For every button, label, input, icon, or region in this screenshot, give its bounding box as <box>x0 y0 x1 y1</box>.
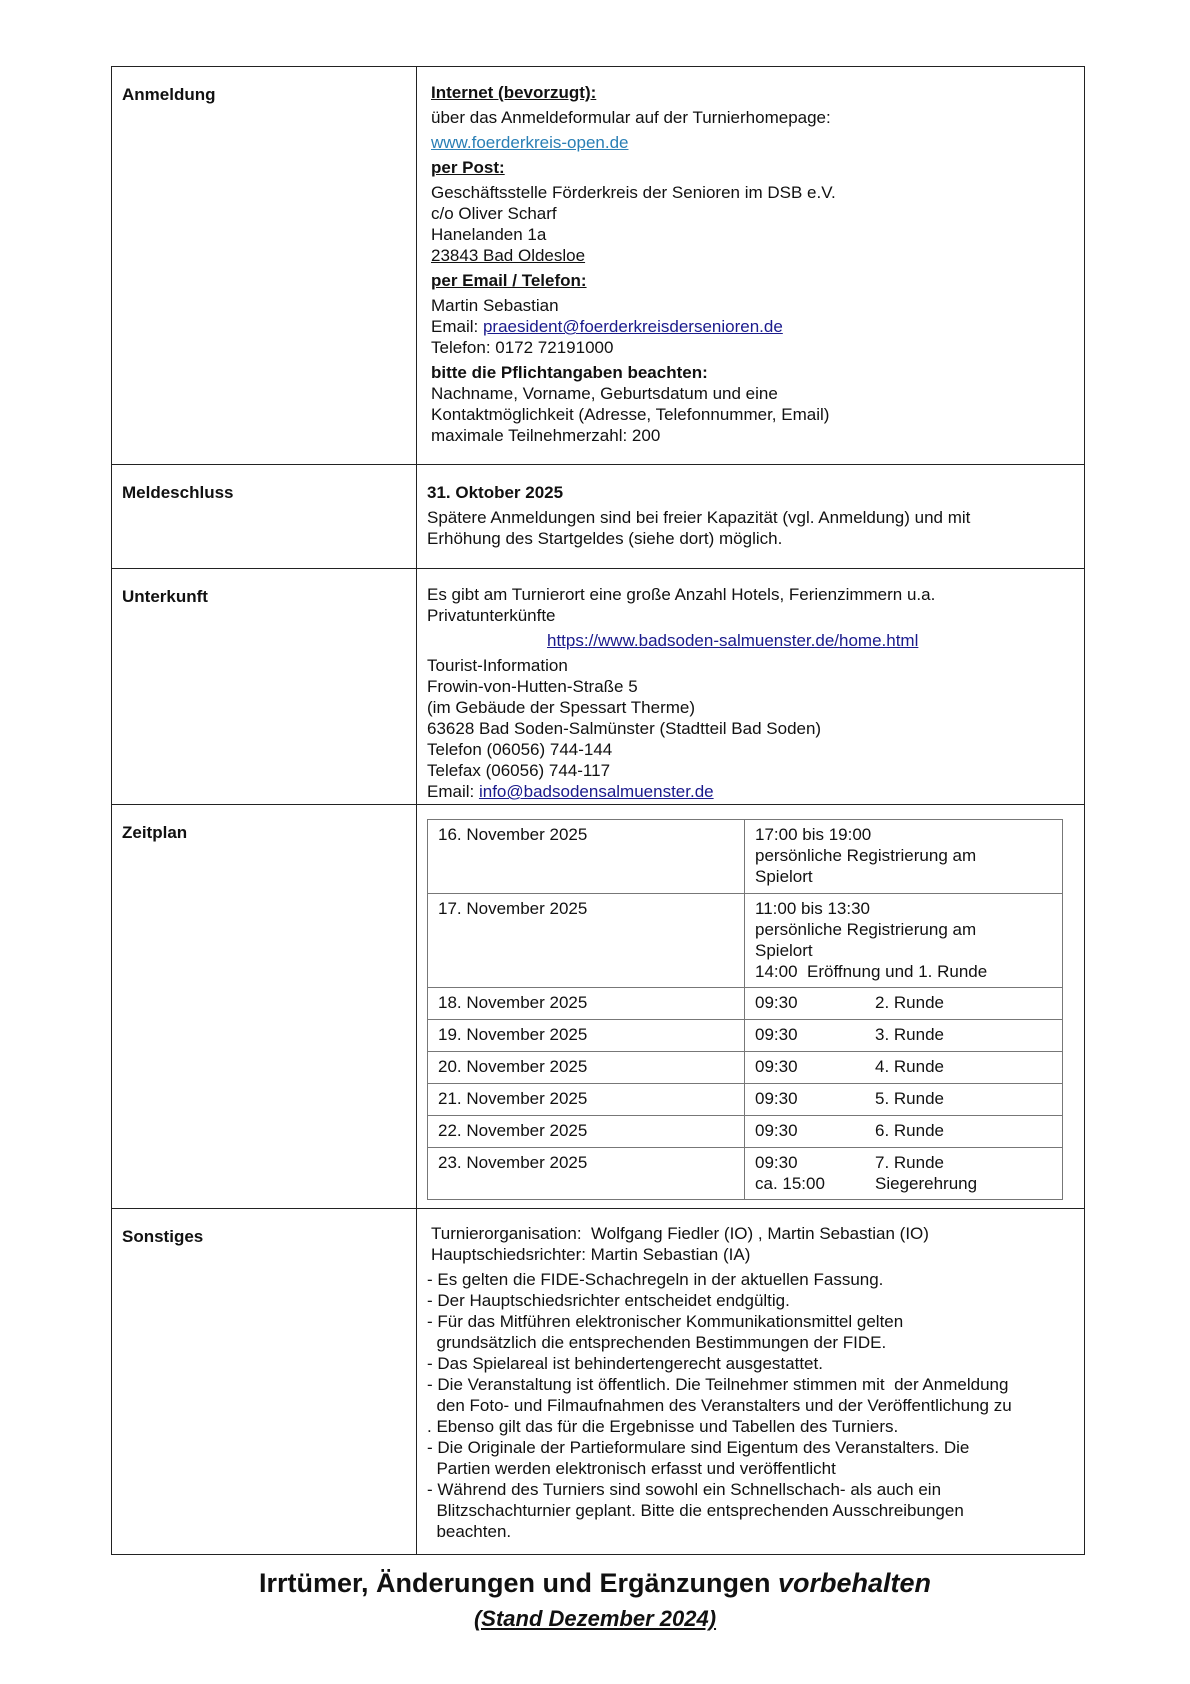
schedule-date: 22. November 2025 <box>428 1116 745 1148</box>
schedule-time: 09:30 <box>755 993 798 1012</box>
pflicht-line: Kontaktmöglichkeit (Adresse, Telefonnummer, Email) <box>431 405 830 424</box>
schedule-row <box>428 1148 1063 1200</box>
post-heading: per Post: <box>431 158 505 177</box>
row-zeitplan <box>112 805 1085 1209</box>
schedule-time: 09:30 <box>755 1057 798 1076</box>
schedule-row <box>428 894 1063 988</box>
row-unterkunft <box>112 569 1085 805</box>
schedule-details <box>745 894 1063 988</box>
address-line: Frowin-von-Hutten-Straße 5 <box>427 677 638 696</box>
unterkunft-line: Privatunterkünfte <box>427 606 556 625</box>
post-line: 23843 Bad Oldesloe <box>431 246 586 265</box>
meldeschluss-line: Spätere Anmeldungen sind bei freier Kapazität (vgl. Anmeldung) und mit <box>427 508 971 527</box>
schedule-line: persönliche Registrierung am <box>755 920 977 939</box>
schedule-date: 23. November 2025 <box>428 1148 745 1200</box>
label-sonstiges: Sonstiges <box>112 1209 417 1555</box>
internet-text: über das Anmeldeformular auf der Turnierhomepage: <box>431 108 831 127</box>
rule-line: Partien werden elektronisch erfasst und veröffentlicht <box>427 1459 836 1478</box>
schedule-line: persönliche Registrierung am <box>755 846 977 865</box>
contact-name: Martin Sebastian <box>431 296 559 315</box>
schedule-event: Siegerehrung <box>875 1174 978 1193</box>
schedule-line: 17:00 bis 19:00 <box>755 825 872 844</box>
label-anmeldung: Anmeldung <box>112 67 417 465</box>
footer-disclaimer-main: Irrtümer, Änderungen und Ergänzungen <box>258 1568 778 1598</box>
schedule-line: Spielort <box>755 867 813 886</box>
unterkunft-line: Es gibt am Turnierort eine große Anzahl Hotels, Ferienzimmern u.a. <box>427 585 936 604</box>
rule-line: den Foto- und Filmaufnahmen des Veranstalters und der Veröffentlichung zu <box>427 1396 1012 1415</box>
address-line: Tourist-Information <box>427 656 568 675</box>
pflicht-line: maximale Teilnehmerzahl: 200 <box>431 426 661 445</box>
rule-line: - Das Spielareal ist behindertengerecht ausgestattet. <box>427 1354 823 1373</box>
row-meldeschluss <box>112 465 1085 569</box>
label-meldeschluss: Meldeschluss <box>112 465 417 569</box>
email-link[interactable]: praesident@foerderkreisdersenioren.de <box>482 317 783 336</box>
rule-line: - Während des Turniers sind sowohl ein Schnellschach- als auch ein <box>427 1480 942 1499</box>
rule-line: - Es gelten die FIDE-Schachregeln in der aktuellen Fassung. <box>427 1270 884 1289</box>
schedule-line: Spielort <box>755 941 813 960</box>
value-sonstiges <box>417 1209 1085 1555</box>
tourism-email-link[interactable]: info@badsodensalmuenster.de <box>478 782 714 801</box>
value-meldeschluss <box>417 465 1085 569</box>
rule-line: . Ebenso gilt das für die Ergebnisse und Tabellen des Turniers. <box>427 1417 899 1436</box>
pflicht-heading: bitte die Pflichtangaben beachten: <box>431 363 708 382</box>
rule-line: - Für das Mitführen elektronischer Kommunikationsmittel gelten <box>427 1312 904 1331</box>
rule-line: - Der Hauptschiedsrichter entscheidet endgültig. <box>427 1291 790 1310</box>
schedule-row <box>428 1052 1063 1084</box>
schedule-row <box>428 988 1063 1020</box>
post-line: c/o Oliver Scharf <box>431 204 557 223</box>
schedule-line: 14:00 Eröffnung und 1. Runde <box>755 962 988 981</box>
schedule-details <box>745 1148 1063 1200</box>
schedule-details <box>745 820 1063 894</box>
schedule-line: 11:00 bis 13:30 <box>755 899 870 918</box>
schedule-date: 18. November 2025 <box>428 988 745 1020</box>
schedule-event: 4. Runde <box>875 1057 944 1076</box>
schedule-time: 09:30 <box>755 1121 798 1140</box>
schedule-event: 7. Runde <box>875 1153 944 1172</box>
schedule-event: 5. Runde <box>875 1089 944 1108</box>
schedule-table <box>427 819 1063 1200</box>
address-line: Telefon (06056) 744-144 <box>427 740 613 759</box>
schedule-details <box>745 1052 1063 1084</box>
footer-disclaimer-italic: vorbehalten <box>777 1568 932 1598</box>
pflicht-line: Nachname, Vorname, Geburtsdatum und eine <box>431 384 778 403</box>
schedule-row <box>428 1116 1063 1148</box>
telefon: Telefon: 0172 72191000 <box>431 338 614 357</box>
rule-line: grundsätzlich die entsprechenden Bestimmungen der FIDE. <box>427 1333 887 1352</box>
meldeschluss-date: 31. Oktober 2025 <box>427 483 564 502</box>
meldeschluss-line: Erhöhung des Startgeldes (siehe dort) möglich. <box>427 529 783 548</box>
schedule-details <box>745 1020 1063 1052</box>
rule-line: - Die Originale der Partieformulare sind Eigentum des Veranstalters. Die <box>427 1438 970 1457</box>
schedule-event: 3. Runde <box>875 1025 944 1044</box>
post-line: Hanelanden 1a <box>431 225 547 244</box>
row-sonstiges <box>112 1209 1085 1555</box>
label-unterkunft: Unterkunft <box>112 569 417 805</box>
rule-line: beachten. <box>427 1522 512 1541</box>
address-line: Telefax (06056) 744-117 <box>427 761 611 780</box>
schedule-row <box>428 1084 1063 1116</box>
value-zeitplan <box>417 805 1085 1209</box>
schedule-time: 09:30 <box>755 1025 798 1044</box>
label-zeitplan: Zeitplan <box>112 805 417 1209</box>
homepage-link[interactable]: www.foerderkreis-open.de <box>431 133 629 152</box>
org-line: Turnierorganisation: Wolfgang Fiedler (IO) , Martin Sebastian (IO) <box>431 1224 929 1243</box>
schedule-time: 09:30 <box>755 1089 798 1108</box>
schedule-row <box>428 820 1063 894</box>
info-table <box>111 66 1085 1555</box>
schedule-date: 16. November 2025 <box>428 820 745 894</box>
schedule-details <box>745 1116 1063 1148</box>
footer-date: (Stand Dezember 2024) <box>473 1606 717 1631</box>
org-line: Hauptschiedsrichter: Martin Sebastian (IA) <box>431 1245 751 1264</box>
address-line: 63628 Bad Soden-Salmünster (Stadtteil Bad Soden) <box>427 719 822 738</box>
email-heading: per Email / Telefon: <box>431 271 587 290</box>
schedule-details <box>745 1084 1063 1116</box>
post-line: Geschäftsstelle Förderkreis der Senioren im DSB e.V. <box>431 183 836 202</box>
rule-line: - Die Veranstaltung ist öffentlich. Die Teilnehmer stimmen mit der Anmeldung <box>427 1375 1009 1394</box>
schedule-event: 2. Runde <box>875 993 944 1012</box>
value-unterkunft <box>417 569 1085 805</box>
internet-heading: Internet (bevorzugt): <box>431 83 597 102</box>
schedule-date: 19. November 2025 <box>428 1020 745 1052</box>
schedule-date: 20. November 2025 <box>428 1052 745 1084</box>
rule-line: Blitzschachturnier geplant. Bitte die entsprechenden Ausschreibungen <box>427 1501 964 1520</box>
email-prefix: Email: <box>427 782 479 801</box>
schedule-date: 21. November 2025 <box>428 1084 745 1116</box>
row-anmeldung <box>112 67 1085 465</box>
schedule-event: 6. Runde <box>875 1121 944 1140</box>
schedule-date: 17. November 2025 <box>428 894 745 988</box>
schedule-row <box>428 1020 1063 1052</box>
address-line: (im Gebäude der Spessart Therme) <box>427 698 696 717</box>
schedule-time: ca. 15:00 <box>755 1174 825 1193</box>
email-prefix: Email: <box>431 317 483 336</box>
tourism-url-link[interactable]: https://www.badsoden-salmuenster.de/home.html <box>547 631 919 650</box>
value-anmeldung <box>417 67 1085 465</box>
footer-disclaimer <box>0 1568 1190 1599</box>
schedule-time: 09:30 <box>755 1153 798 1172</box>
schedule-details <box>745 988 1063 1020</box>
